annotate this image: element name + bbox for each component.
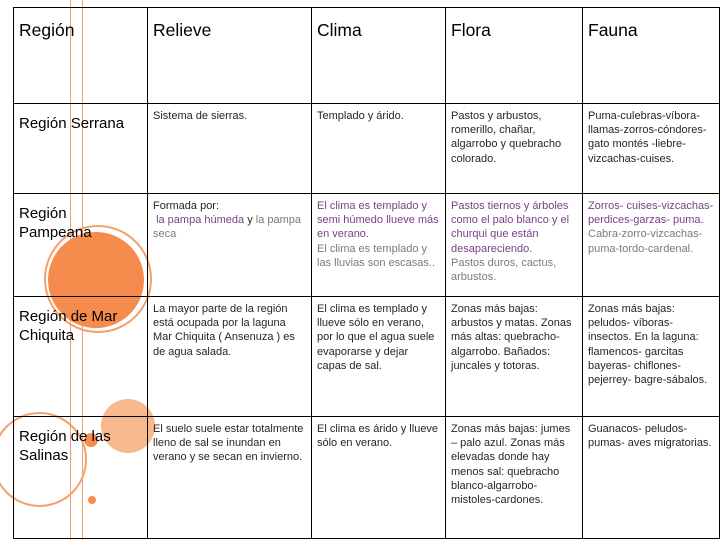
flora-cell: Zonas más bajas: arbustos y matas. Zonas más altas: quebracho- algarrobo. Bañados: juncales y totoras.	[446, 297, 583, 417]
fauna-cell: Zonas más bajas: peludos- víboras-insectos. En la laguna: flamencos- garcitas bayeras- chiflones-pejerrey- bagre-sábalos.	[583, 297, 720, 417]
header-flora: Flora	[446, 8, 583, 104]
table-row	[14, 417, 720, 539]
fauna-cell: Puma-culebras-víbora-llamas-zorros-cóndores-gato montés -liebre-vizcachas-cuises.	[583, 104, 720, 194]
relieve-intro: Formada por:	[153, 200, 220, 212]
regions-table	[13, 7, 720, 539]
relieve-cell	[148, 194, 312, 297]
region-name: Región de las Salinas	[14, 417, 148, 539]
flora-cell: Pastos y arbustos, romerillo, chañar, algarrobo y quebracho colorado.	[446, 104, 583, 194]
header-clima: Clima	[312, 8, 446, 104]
fauna-seca-text: Cabra-zorro-vizcachas-puma-tordo-cardenal.	[588, 228, 703, 255]
fauna-cell: Guanacos- peludos-pumas- aves migratorias.	[583, 417, 720, 539]
relieve-cell: El suelo suele estar totalmente lleno de sal se inundan en verano y se secan en invierno.	[148, 417, 312, 539]
header-region: Región	[14, 8, 148, 104]
region-name: Región Pampeana	[14, 194, 148, 297]
relieve-cell: Sistema de sierras.	[148, 104, 312, 194]
pampa-seca-text: la pampa seca	[153, 214, 302, 241]
clima-cell: Templado y árido.	[312, 104, 446, 194]
header-relieve: Relieve	[148, 8, 312, 104]
flora-humeda-text: Pastos tiernos y árboles como el palo blanco y el churqui que están desapareciendo.	[451, 200, 570, 255]
fauna-cell	[583, 194, 720, 297]
clima-seca-text: El clima es templado y las lluvias son escasas..	[317, 242, 435, 269]
clima-cell: El clima es templado y llueve sólo en verano, por lo que el agua suele evaporarse y dejar capas de sal.	[312, 297, 446, 417]
flora-seca-text: Pastos duros, cactus, arbustos.	[451, 256, 557, 284]
header-fauna: Fauna	[583, 8, 720, 104]
table-header-row	[14, 8, 720, 104]
region-name: Región Serrana	[14, 104, 148, 194]
clima-humeda-text: El clima es templado y semi húmedo llueve más en verano.	[317, 200, 439, 241]
relieve-cell: La mayor parte de la región está ocupada por la laguna Mar Chiquita ( Ansenuza ) es de agua salada.	[148, 297, 312, 417]
region-name: Región de Mar Chiquita	[14, 297, 148, 417]
fauna-humeda-text: Zorros- cuises-vizcachas-perdices-garzas- puma.	[588, 200, 714, 227]
table-row	[14, 194, 720, 297]
clima-cell: El clima es árido y llueve sólo en verano.	[312, 417, 446, 539]
flora-cell: Zonas más bajas: jumes – palo azul. Zonas más elevadas donde hay menos sal: quebracho blanco-algarrobo- mistoles-cardones.	[446, 417, 583, 539]
flora-cell	[446, 194, 583, 297]
connector-text: y	[247, 214, 253, 227]
clima-cell	[312, 194, 446, 297]
table-row	[14, 104, 720, 194]
pampa-humeda-text: la pampa húmeda	[156, 214, 245, 227]
table-row	[14, 297, 720, 417]
